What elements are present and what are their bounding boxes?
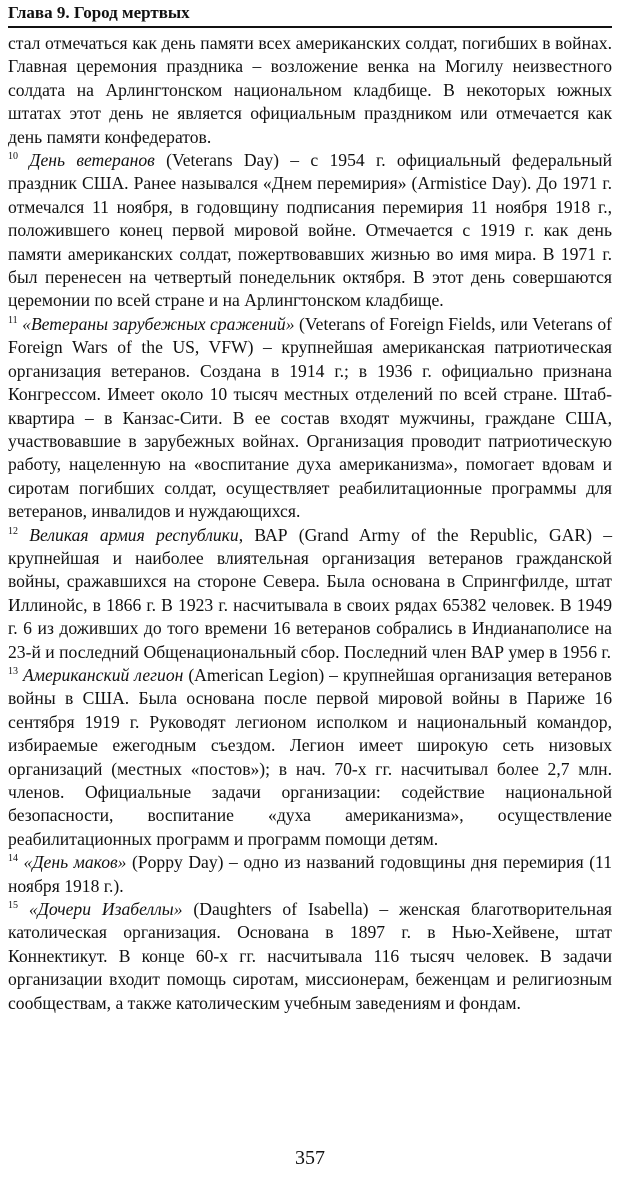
footnote-number: 10: [8, 151, 18, 163]
footnote-continuation: [8, 32, 612, 149]
footnote-text: (Veterans Day) – с 1954 г. официальный федеральный праздник США. Ранее назывался «Днем перемирия» (Armistice Day). До 1971 г. отмечался 11 ноября, в годовщину подписания перемирия 11 ноября 1918 г., положившего конец первой мировой войне. Отмечается с 1919 г. как день памяти американских солдат, пожертвовавших жизнью во имя мира. В 1971 г. был перенесен на четвертый понедельник октября. В этот день совершаются церемонии по всей стране и на Арлингтонском кладбище.: [8, 150, 612, 311]
footnote-11: [8, 313, 612, 524]
footnote-10: [8, 149, 612, 313]
footnote-number: 11: [8, 315, 18, 327]
footnote-term: «День маков»: [23, 852, 127, 873]
footnote-number: 13: [8, 666, 18, 678]
footnote-12: [8, 524, 612, 664]
footnote-term: Великая армия республики: [29, 524, 239, 545]
footnote-term: День ветеранов: [29, 150, 155, 171]
footnote-15: [8, 898, 612, 1015]
footnote-number: 14: [8, 853, 18, 865]
footnote-term: «Дочери Изабеллы»: [28, 899, 183, 920]
footnote-text: стал отмечаться как день памяти всех американских солдат, погибших в войнах. Главная церемония праздника – возложение венка на Могилу неизвестного солдата на Арлингтонском национальном кладбище. В некоторых южных штатах этот день не является официальным праздником или отмечается как день памяти конфедератов.: [8, 33, 612, 147]
footnote-number: 15: [8, 900, 18, 912]
footnote-text: (Poppy Day) – одно из названий годовщины дня перемирия (11 ноября 1918 г.).: [8, 852, 613, 896]
footnote-text: (Veterans of Foreign Fields, или Veterans of Foreign Wars of the US, VFW) – крупнейшая американская патриотическая организация ветеранов. Создана в 1914 г.; в 1936 г. официально признана Конгрессом. Имеет около 10 тысяч местных отделений по всей стране. Штаб-квартира – в Канзас-Сити. В ее состав входят мужчины, граждане США, участвовавшие в зарубежных войнах. Организация проводит патриотическую работу, нацеленную на «воспитание духа американизма», помогает вдовам и сиротам погибших солдат, осуществляет реабилитационные программы для ветеранов, инвалидов и нуждающихся.: [8, 313, 613, 522]
footnote-term: Американский легион: [22, 664, 184, 685]
footnotes-body: [8, 32, 612, 1015]
footnote-text: (Daughters of Isabella) – женская благотворительная католическая организация. Основана в 1897 г. в Нью-Хейвене, штат Коннектикут. В конце 60-х гг. насчитывала 116 тысяч человек. В задачи организации входит помощь сиротам, миссионерам, беженцам и религиозным сообществам, а также католическим учебным заведениям и фондам.: [8, 899, 612, 1013]
footnote-13: [8, 664, 612, 851]
chapter-header: Глава 9. Город мертвых: [8, 2, 612, 28]
page-number: 357: [295, 1147, 325, 1169]
footnote-term: «Ветераны зарубежных сражений»: [22, 313, 295, 334]
footnote-14: [8, 851, 612, 898]
footnote-number: 12: [8, 525, 18, 537]
footnote-text: , ВАР (Grand Army of the Republic, GAR) – крупнейшая и наиболее влиятельная организация ветеранов гражданской войны, сражавшихся на стороне Севера. Была основана в Спрингфилде, штат Иллинойс, в 1866 г. В 1923 г. насчитывала в своих рядах 65382 человек. В 1949 г. 6 из доживших до того времени 16 ветеранов собрались в Индианаполисе на 23-й и последний Общенациональный сбор. Последний член ВАР умер в 1956 г.: [8, 524, 612, 662]
footnote-text: (American Legion) – крупнейшая организация ветеранов войны в США. Была основана после первой мировой войны в Париже 16 сентября 1919 г. Руководят легионом исполком и национальный командор, избираемые ежегодным съездом. Легион имеет широкую сеть низовых организаций (местных «постов»); в нач. 70-х гг. насчитывал более 2,7 млн. членов. Официальные задачи организации: содействие национальной безопасности, воспитание «духа американизма», осуществление реабилитационных программ и программ помощи детям.: [8, 664, 612, 849]
